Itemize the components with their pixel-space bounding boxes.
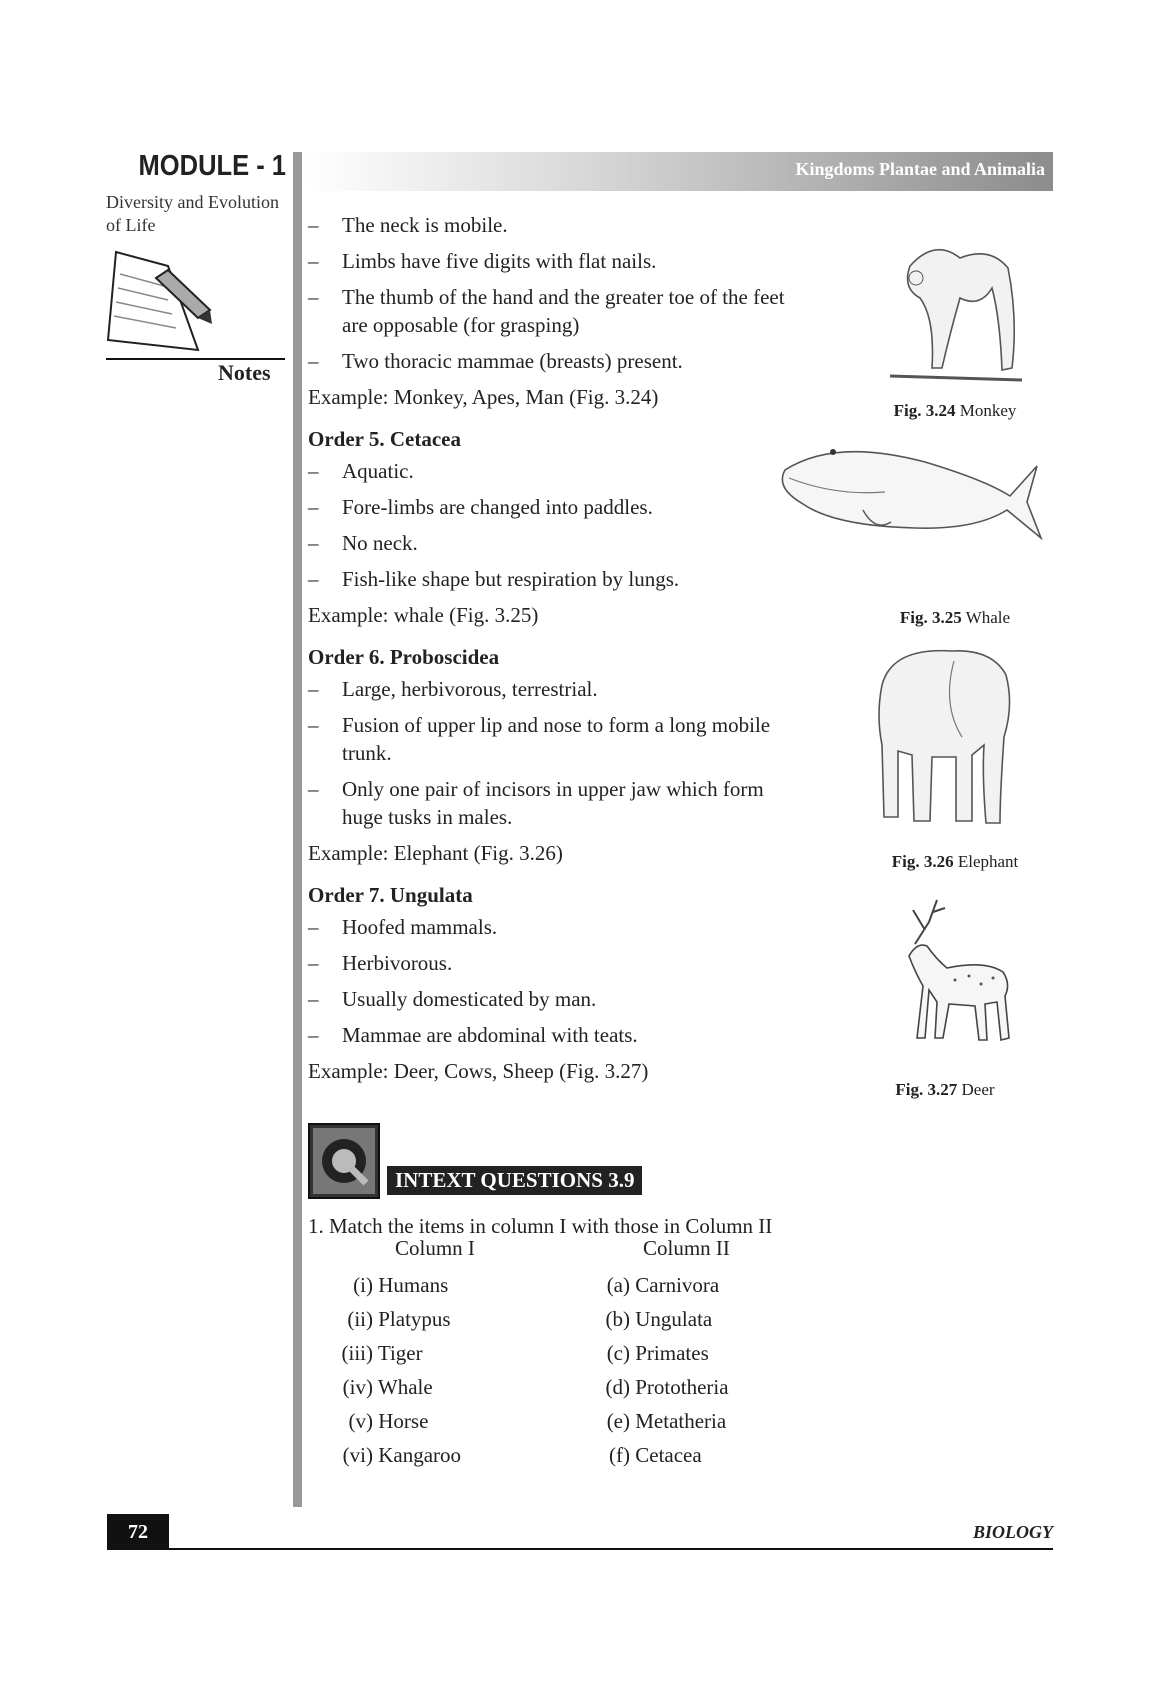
- elephant-caption: Fig. 3.26 Elephant: [891, 852, 1019, 871]
- list-item: – Usually domesticated by man.: [308, 987, 597, 1011]
- example-ungulata: Example: Deer, Cows, Sheep (Fig. 3.27): [308, 1059, 649, 1083]
- order6-heading: Order 6. Proboscidea: [308, 645, 500, 669]
- table-row: (vi) Kangaroo: [342, 1443, 462, 1467]
- monkey-caption: Fig. 3.24 Monkey: [893, 401, 1017, 420]
- table-row: (iv) Whale: [342, 1375, 433, 1399]
- column2-heading: Column II: [643, 1236, 730, 1260]
- table-row: (d) Prototheria: [605, 1375, 729, 1399]
- deer-figure: [885, 898, 1025, 1048]
- table-row: (a) Carnivora: [606, 1273, 720, 1297]
- column1-heading: Column I: [395, 1236, 475, 1260]
- list-item: – Large, herbivorous, terrestrial.: [308, 677, 598, 701]
- list-item: – Fish-like shape but respiration by lungs.: [308, 567, 680, 591]
- monkey-figure: [880, 238, 1030, 393]
- question-text: 1. Match the items in column I with those in Column II: [308, 1214, 773, 1238]
- list-item: – Hoofed mammals.: [308, 915, 498, 939]
- elephant-figure: [872, 645, 1022, 830]
- header-title: Kingdoms Plantae and Animalia: [795, 159, 1045, 179]
- list-item: – Fusion of upper lip and nose to form a long mobile trunk.: [308, 713, 771, 765]
- table-row: (i) Humans: [353, 1273, 449, 1297]
- table-row: (f) Cetacea: [609, 1443, 702, 1467]
- whale-figure: [775, 440, 1045, 540]
- list-item: – Mammae are abdominal with teats.: [308, 1023, 638, 1047]
- list-item: – Limbs have five digits with flat nails.: [308, 249, 657, 273]
- list-item: – The neck is mobile.: [308, 213, 508, 237]
- list-item: – The thumb of the hand and the greater toe of the feet are opposable (for grasping): [308, 285, 785, 337]
- deer-caption: Fig. 3.27 Deer: [895, 1080, 995, 1099]
- notes-label: Notes: [218, 360, 271, 385]
- order5-heading: Order 5. Cetacea: [308, 427, 461, 451]
- footer-rule: [107, 1548, 1053, 1550]
- module-subtitle: Diversity and Evolution of Life: [106, 192, 279, 235]
- list-item: – Only one pair of incisors in upper jaw which form huge tusks in males.: [308, 777, 764, 829]
- example-proboscidea: Example: Elephant (Fig. 3.26): [308, 841, 563, 865]
- list-item: – No neck.: [308, 531, 418, 555]
- footer-subject: BIOLOGY: [973, 1522, 1053, 1542]
- intext-questions-label: INTEXT QUESTIONS 3.9: [387, 1166, 642, 1195]
- whale-caption: Fig. 3.25 Whale: [899, 608, 1011, 627]
- question-icon: [308, 1123, 380, 1199]
- table-row: (b) Ungulata: [605, 1307, 713, 1331]
- notepad-pencil-icon: [106, 244, 218, 360]
- table-row: (ii) Platypus: [347, 1307, 451, 1331]
- main-content: [308, 211, 808, 1099]
- margin-bar: [293, 152, 302, 1507]
- table-row: (c) Primates: [606, 1341, 709, 1365]
- table-row: (e) Metatheria: [606, 1409, 727, 1433]
- order7-heading: Order 7. Ungulata: [308, 883, 473, 907]
- list-item: – Herbivorous.: [308, 951, 453, 975]
- example-cetacea: Example: whale (Fig. 3.25): [308, 603, 539, 627]
- list-item: – Two thoracic mammae (breasts) present.: [308, 349, 683, 373]
- header-band: [307, 152, 1053, 191]
- list-item: – Fore-limbs are changed into paddles.: [308, 495, 653, 519]
- example-primates: Example: Monkey, Apes, Man (Fig. 3.24): [308, 385, 659, 409]
- module-title: MODULE - 1: [138, 150, 286, 182]
- list-item: – Aquatic.: [308, 459, 414, 483]
- table-row: (iii) Tiger: [341, 1341, 423, 1365]
- table-row: (v) Horse: [348, 1409, 429, 1433]
- page-number: 72: [107, 1514, 169, 1550]
